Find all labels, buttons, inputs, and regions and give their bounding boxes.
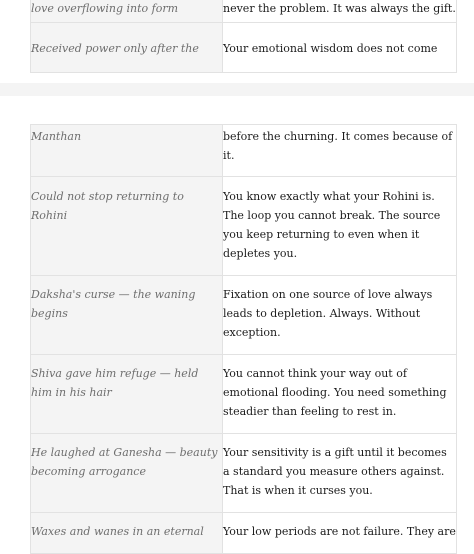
table-bottom-section xyxy=(0,127,474,538)
table-row xyxy=(31,355,457,434)
table-row xyxy=(31,276,457,355)
row-left-text: Shiva gave him refuge — held him in his hair xyxy=(31,367,199,399)
table-row xyxy=(31,0,457,23)
row-left-text: He laughed at Ganesha — beauty becoming arrogance xyxy=(31,446,218,478)
row-left-text: Received power only after the xyxy=(31,42,199,55)
table-row xyxy=(31,434,457,513)
table-row xyxy=(31,125,457,177)
row-right-text: before the churning. It comes because of it. xyxy=(223,130,453,162)
section-divider-band xyxy=(0,83,474,96)
row-left-text: love overflowing into form xyxy=(31,2,179,15)
row-right-text: Your sensitivity is a gift until it becomes a standard you measure others against. That is when it curses you. xyxy=(223,446,447,497)
table-row xyxy=(31,513,457,554)
mapping-table-bottom xyxy=(30,124,457,554)
table-row xyxy=(31,177,457,276)
row-left-text: Waxes and wanes in an eternal xyxy=(31,525,204,538)
row-right-text: You cannot think your way out of emotional flooding. You need something steadier than feeling to rest in. xyxy=(223,367,447,418)
table-row xyxy=(31,23,457,73)
row-right-text: You know exactly what your Rohini is. The loop you cannot break. The source you keep returning to even when it depletes you. xyxy=(223,190,441,260)
row-left-text: Could not stop returning to Rohini xyxy=(31,190,184,222)
row-right-text: never the problem. It was always the gift. xyxy=(223,2,456,15)
table-top-section xyxy=(0,0,474,57)
row-left-text: Daksha's curse — the waning begins xyxy=(31,288,196,320)
row-right-text: Your emotional wisdom does not come xyxy=(223,42,438,55)
row-right-text: Fixation on one source of love always leads to depletion. Always. Without exception. xyxy=(223,288,433,339)
row-right-text: Your low periods are not failure. They are xyxy=(223,525,456,538)
mapping-table-top xyxy=(30,0,457,73)
row-left-text: Manthan xyxy=(31,130,82,143)
